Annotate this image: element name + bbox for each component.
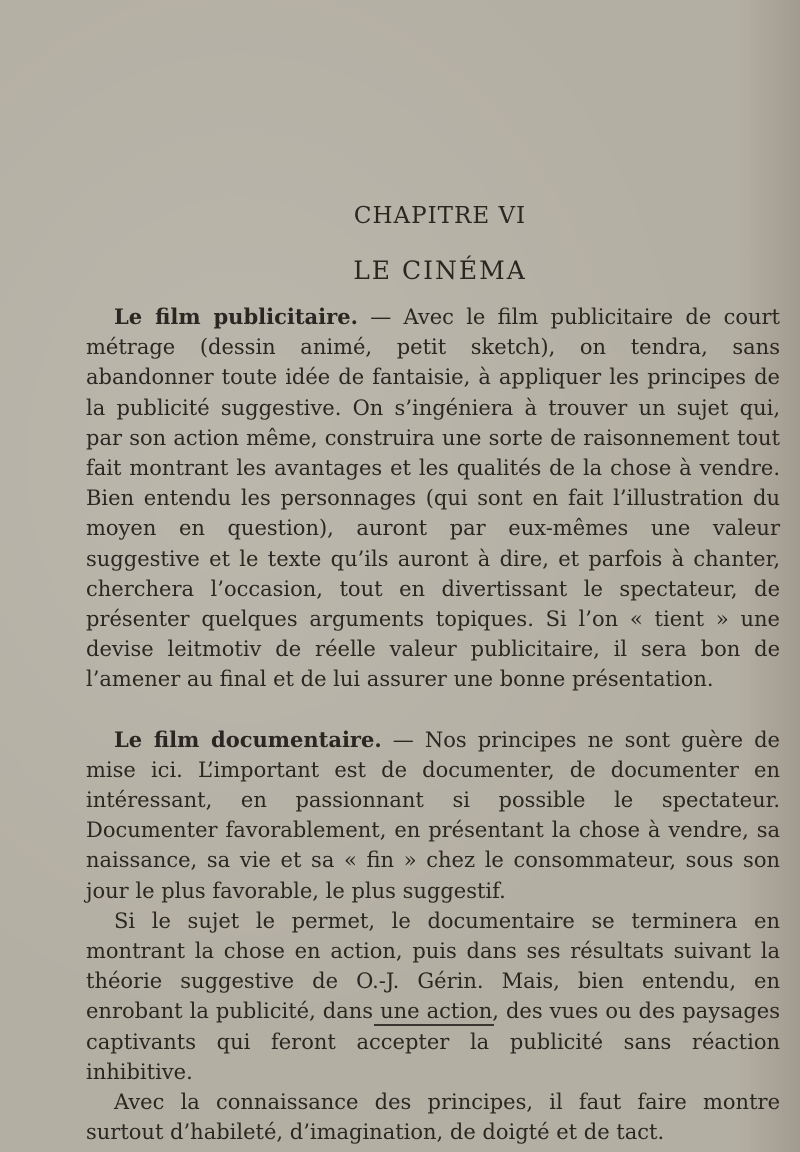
chapter-title: LE CINÉMA [353, 256, 527, 285]
paragraph-film-documentaire [86, 725, 780, 906]
section-divider [374, 1024, 494, 1026]
section-heading: Le film documentaire. [114, 726, 382, 752]
paragraph: Si le sujet le permet, le documentaire se terminera en montrant la chose en action, puis dans ses résultats suivant la théorie suggestive de O.-J. Gérin. Mais, bien entendu, en enrobant la publicité, dans une action, des vues ou des paysages captivants qui feront accepter la publicité sans réaction inhibitive. [86, 908, 780, 1084]
section-heading: Le film publicitaire. [114, 304, 358, 329]
chapter-number: CHAPITRE VI [353, 203, 527, 229]
paragraph-film-publicitaire [86, 302, 780, 695]
paragraph-text: — Avec le film publicitaire de court métrage (dessin animé, petit sketch), on tendra, sans abandonner toute idée de fantaisie, à appliquer les principes de la publicité suggestive. On s’ingéniera à trouver un sujet qui, par son action même, construira une sorte de raisonnement tout fait montrant les avantages et les qualités de la chose à vendre. Bien entendu les personnages (qui sont en fait l’illustration du moyen en question), auront par eux-mêmes une valeur suggestive et le texte qu’ils auront à dire, et parfois à chanter, cherchera l’occasion, tout en divertissant le spectateur, de présenter quelques arguments topiques. Si l’on « tient » une devise leitmotiv de réelle valeur publicitaire, il sera bon de l’amener au final et de lui assurer une bonne présentation. [86, 305, 780, 692]
body-text [86, 302, 780, 1147]
paragraph: Avec la connaissance des principes, il faut faire montre surtout d’habileté, d’imagination, de doigté et de tact. [86, 1090, 780, 1145]
paragraph-text: — Nos principes ne sont guère de mise ici. L’important est de documenter, de documenter en intéressant, en passionnant si possible le spectateur. Documenter favorablement, en présentant la chose à vendre, sa naissance, sa vie et sa « fin » chez le consommateur, sous son jour le plus favorable, le plus suggestif. [86, 727, 780, 903]
